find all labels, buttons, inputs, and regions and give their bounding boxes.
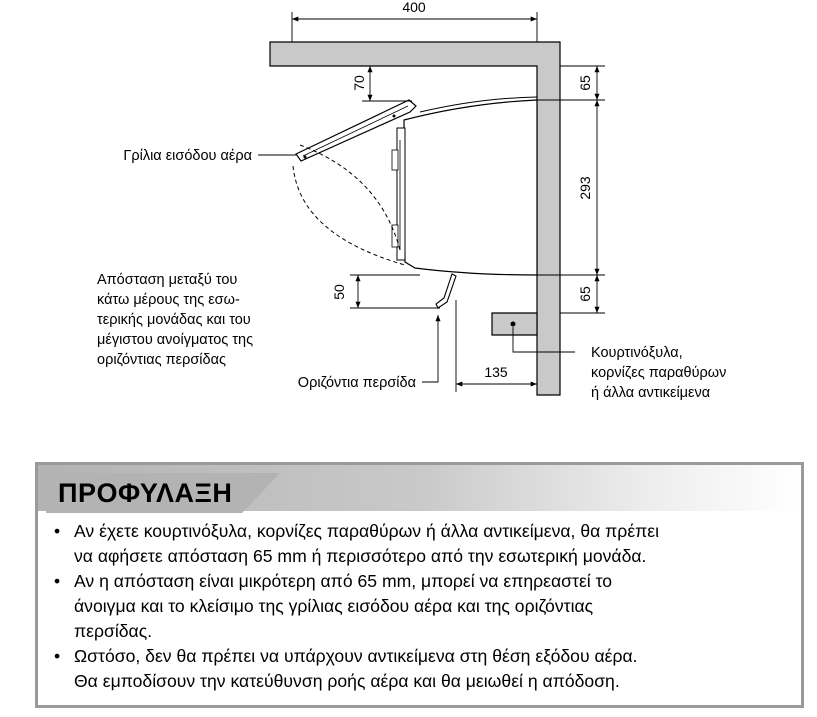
dimension-293-label: 293: [577, 176, 593, 200]
distance-note-line: οριζόντιας περσίδας: [97, 352, 226, 368]
grille-swing-path: [293, 166, 405, 265]
label-distance-note: [97, 272, 257, 368]
caution-item-line: περσίδας.: [74, 621, 153, 641]
dimension-65-bottom-label: 65: [577, 286, 593, 302]
caution-item: [52, 519, 792, 569]
dimension-50: [350, 275, 440, 308]
caution-item: [52, 569, 792, 644]
label-curtain-note: [591, 345, 730, 401]
curtain-note-line: κορνίζες παραθύρων: [591, 365, 727, 381]
distance-note-line: Απόσταση μεταξύ του: [97, 272, 238, 288]
louver-swing-path: [300, 145, 400, 250]
caution-item-line: άνοιγμα και το κλείσιμο της γρίλιας εισόδου αέρα και της οριζόντιας: [74, 596, 594, 616]
dimension-400-label: 400: [402, 0, 426, 15]
label-air-inlet-grille: Γρίλια εισόδου αέρα: [123, 148, 252, 164]
bullet: •: [54, 646, 61, 666]
caution-box: [35, 462, 804, 708]
bullet: •: [54, 571, 61, 591]
dimension-400: [292, 12, 537, 42]
dimension-135-label: 135: [484, 364, 508, 380]
curtain-rod-marker: [511, 322, 516, 327]
caution-item-line: Αν έχετε κουρτινόξυλα, κορνίζες παραθύρων ή άλλα αντικείμενα, θα πρέπει: [74, 521, 660, 541]
curtain-note-line: Κουρτινόξυλα,: [591, 345, 683, 361]
caution-list: [52, 519, 792, 694]
horizontal-louver: [436, 274, 456, 308]
caution-item-line: να αφήσετε απόσταση 65 mm ή περισσότερο από την εσωτερική μονάδα.: [74, 546, 647, 566]
caution-title: ΠΡΟΦΥΛΑΞΗ: [46, 473, 242, 513]
dimension-70-label: 70: [351, 75, 367, 91]
distance-note-line: τερικής μονάδας και του: [97, 312, 251, 328]
dimension-50-label: 50: [331, 284, 347, 300]
caution-item-line: Ωστόσο, δεν θα πρέπει να υπάρχουν αντικείμενα στη θέση εξόδου αέρα.: [74, 646, 638, 666]
caution-header: [38, 465, 801, 511]
distance-note-line: μέγιστου ανοίγματος της: [97, 332, 254, 348]
indoor-unit: [392, 97, 537, 275]
caution-item: [52, 644, 792, 694]
label-horizontal-louver: Οριζόντια περσίδα: [297, 375, 416, 391]
caution-item-line: Θα εμποδίσουν την κατεύθυνση ροής αέρα και θα μειωθεί η απόδοση.: [74, 671, 620, 691]
leader-horizontal-louver: [422, 315, 438, 382]
dimension-65-top-label: 65: [577, 75, 593, 91]
distance-note-line: κάτω μέρους της εσω-: [97, 292, 240, 308]
dimension-70: [362, 66, 412, 101]
bullet: •: [54, 521, 61, 541]
curtain-note-line: ή άλλα αντικείμενα: [591, 385, 711, 401]
caution-item-line: Αν η απόσταση είναι μικρότερη από 65 mm, μπορεί να επηρεαστεί το: [74, 571, 613, 591]
